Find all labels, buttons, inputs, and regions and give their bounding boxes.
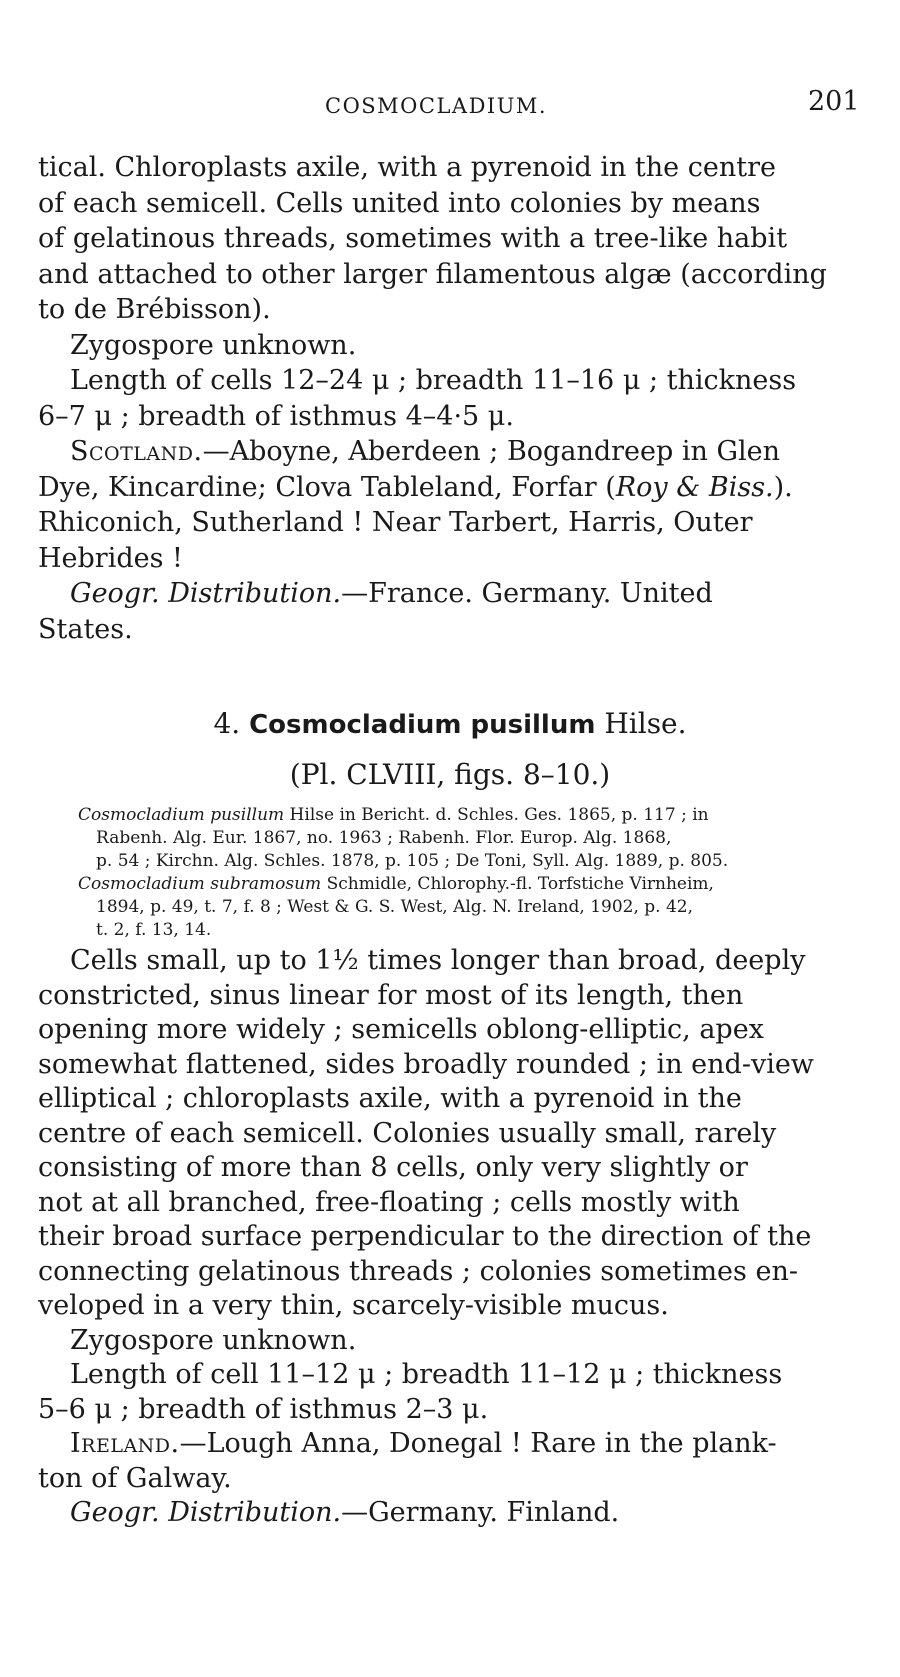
text-line: and attached to other larger filamentous algæ (according <box>38 258 827 290</box>
text-line: of each semicell. Cells united into colonies by means <box>38 187 761 219</box>
dimensions-line: Length of cell 11–12 μ ; breadth 11–12 μ ; thickness <box>70 1359 783 1390</box>
reference-line: t. 2, f. 13, 14. <box>96 920 212 940</box>
reference-line: Rabenh. Alg. Eur. 1867, no. 1963 ; Rabenh. Flor. Europ. Alg. 1868, <box>96 828 672 848</box>
prev-dimensions-line: 6–7 μ ; breadth of isthmus 4–4·5 μ. <box>38 400 514 432</box>
prev-species-description <box>38 150 858 647</box>
text-line: consisting of more than 8 cells, only very slightly or <box>38 1152 748 1183</box>
zygospore: Zygospore unknown. <box>70 1324 357 1356</box>
text-line: elliptical ; chloroplasts axile, with a pyrenoid in the <box>38 1083 742 1114</box>
text-line: connecting gelatinous threads ; colonies sometimes en- <box>38 1255 798 1287</box>
locality-line: Ireland.—Lough Anna, Donegal ! Rare in the plank- <box>70 1428 777 1459</box>
species-description <box>38 944 858 1531</box>
prev-zygospore: Zygospore unknown. <box>70 329 357 361</box>
distribution-label: Geogr. Distribution. <box>70 1497 342 1528</box>
prev-dimensions-line: Length of cells 12–24 μ ; breadth 11–16 μ ; thickness <box>70 365 797 396</box>
locality-label: Scotland. <box>70 436 203 467</box>
prev-locality-line: Dye, Kincardine; Clova Tableland, Forfar (Roy & Biss.). <box>38 471 793 503</box>
text-line: centre of each semicell. Colonies usually small, rarely <box>38 1117 777 1149</box>
reference-block <box>78 804 858 942</box>
reference-line: 1894, p. 49, t. 7, f. 8 ; West & G. S. West, Alg. N. Ireland, 1902, p. 42, <box>96 897 694 917</box>
page-number: 201 <box>808 86 860 117</box>
reference-name: Cosmocladium pusillum <box>78 805 285 825</box>
plate-reference: (Pl. CLVIII, figs. 8–10.) <box>289 758 611 791</box>
text-line: somewhat flattened, sides broadly rounded ; in end-view <box>38 1048 814 1080</box>
text-line: veloped in a very thin, scarcely-visible mucus. <box>38 1290 669 1321</box>
prev-locality-line: Scotland.—Aboyne, Aberdeen ; Bogandreep in Glen <box>70 436 781 467</box>
text-line: opening more widely ; semicells oblong-elliptic, apex <box>38 1014 764 1045</box>
dimensions-line: 5–6 μ ; breadth of isthmus 2–3 μ. <box>38 1393 489 1425</box>
locality-label: Ireland. <box>70 1428 180 1459</box>
distribution-line: Geogr. Distribution.—Germany. Finland. <box>70 1497 620 1528</box>
reference-line: p. 54 ; Kirchn. Alg. Schles. 1878, p. 105 ; De Toni, Syll. Alg. 1889, p. 805. <box>96 851 729 871</box>
species-number: 4. <box>213 707 241 740</box>
reference-name: Cosmocladium subramosum <box>78 874 322 894</box>
prev-locality-line: Rhiconich, Sutherland ! Near Tarbert, Harris, Outer <box>38 507 753 538</box>
locality-line: ton of Galway. <box>38 1462 232 1494</box>
text-line: of gelatinous threads, sometimes with a tree-like habit <box>38 223 788 254</box>
text-line: Cells small, up to 1½ times longer than broad, deeply <box>70 945 806 976</box>
prev-distribution: States. <box>38 613 133 645</box>
reference-line: Cosmocladium subramosum Schmidle, Chlorophy.-fl. Torfstiche Virnheim, <box>78 874 714 894</box>
distribution-label: Geogr. Distribution. <box>70 578 342 609</box>
species-author: Hilse. <box>604 707 687 740</box>
text-line: tical. Chloroplasts axile, with a pyrenoid in the centre <box>38 152 776 183</box>
authority: Roy & Biss. <box>615 471 774 503</box>
prev-locality-line: Hebrides ! <box>38 542 183 574</box>
species-name: Cosmocladium pusillum <box>249 710 596 740</box>
text-line: to de Brébisson). <box>38 294 271 325</box>
reference-line: Cosmocladium pusillum Hilse in Bericht. d. Schles. Ges. 1865, p. 117 ; in <box>78 805 709 825</box>
text-line: constricted, sinus linear for most of its length, then <box>38 979 744 1011</box>
text-line: their broad surface perpendicular to the direction of the <box>38 1221 812 1252</box>
species-heading <box>0 707 900 740</box>
prev-distribution: Geogr. Distribution.—France. Germany. United <box>70 578 713 609</box>
text-line: not at all branched, free-floating ; cells mostly with <box>38 1186 740 1218</box>
running-header: COSMOCLADIUM. <box>325 94 548 118</box>
